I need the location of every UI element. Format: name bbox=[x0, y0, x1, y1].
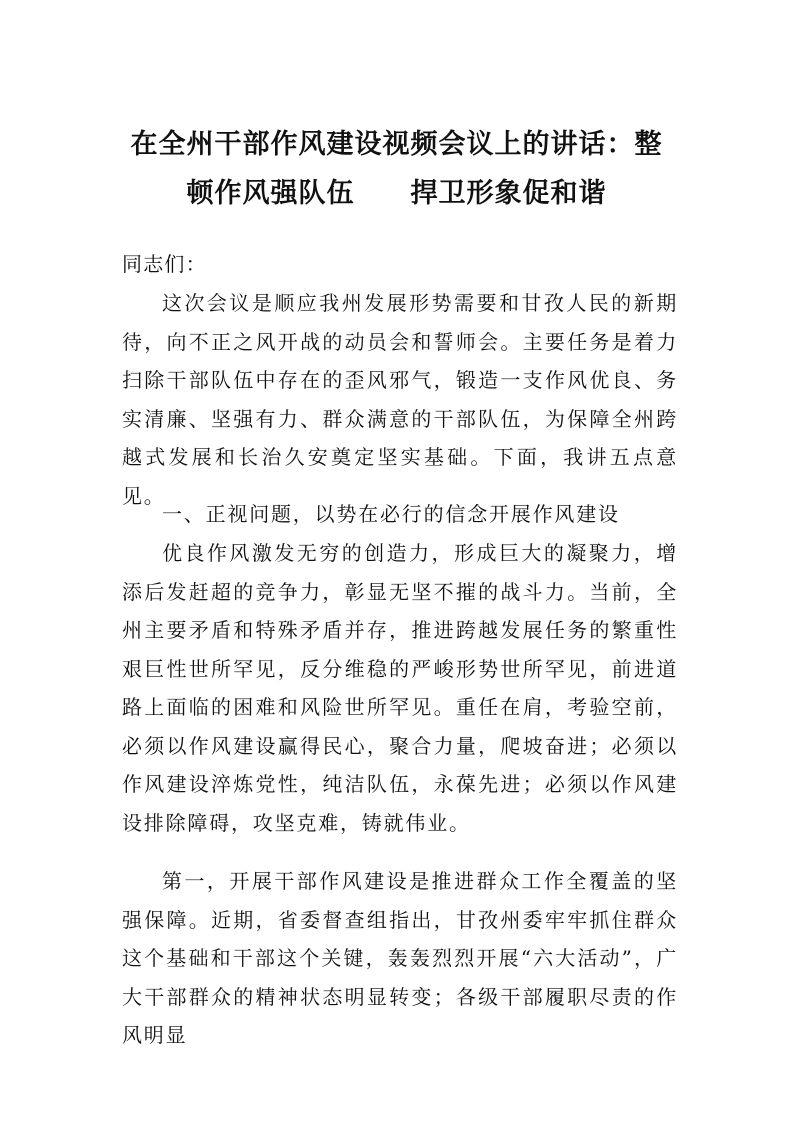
paragraph-first-point: 第一，开展干部作风建设是推进群众工作全覆盖的坚强保障。近期，省委督查组指出，甘孜州委牢牢抓住群众这个基础和干部这个关键，轰轰烈烈开展“六大活动”，广大干部群众的精神状态明显转变；各级干部履职尽责的作风明显 bbox=[122, 869, 678, 1047]
paragraph-intro: 这次会议是顺应我州发展形势需要和甘孜人民的新期待，向不正之风开战的动员会和誓师会。主要任务是着力扫除干部队伍中存在的歪风邪气，锻造一支作风优良、务实清廉、坚强有力、群众满意的干部队伍，为保障全州跨越式发展和长治久安奠定坚实基础。下面，我讲五点意见。 bbox=[122, 291, 678, 508]
document-title-line-1: 在全州干部作风建设视频会议上的讲话：整 bbox=[130, 129, 663, 160]
title-part-a: 顿作风强队伍 bbox=[186, 178, 355, 209]
salutation: 同志们： bbox=[122, 252, 207, 276]
title-part-b: 捍卫形象促和谐 bbox=[410, 178, 607, 209]
document-title-line-2 bbox=[100, 170, 693, 218]
section-heading-1: 一、正视问题，以势在必行的信念开展作风建设 bbox=[162, 502, 620, 526]
paragraph-section-1: 优良作风激发无穷的创造力，形成巨大的凝聚力，增添后发赶超的竞争力，彰显无坚不摧的战斗力。当前，全州主要矛盾和特殊矛盾并存，推进跨越发展任务的繁重性艰巨性世所罕见，反分维稳的严峻形势世所罕见，前进道路上面临的困难和风险世所罕见。重任在肩，考验空前，必须以作风建设赢得民心，聚合力量，爬坡奋进；必须以作风建设淬炼党性，纯洁队伍，永葆先进；必须以作风建设排除障碍，攻坚克难，铸就伟业。 bbox=[122, 541, 678, 835]
